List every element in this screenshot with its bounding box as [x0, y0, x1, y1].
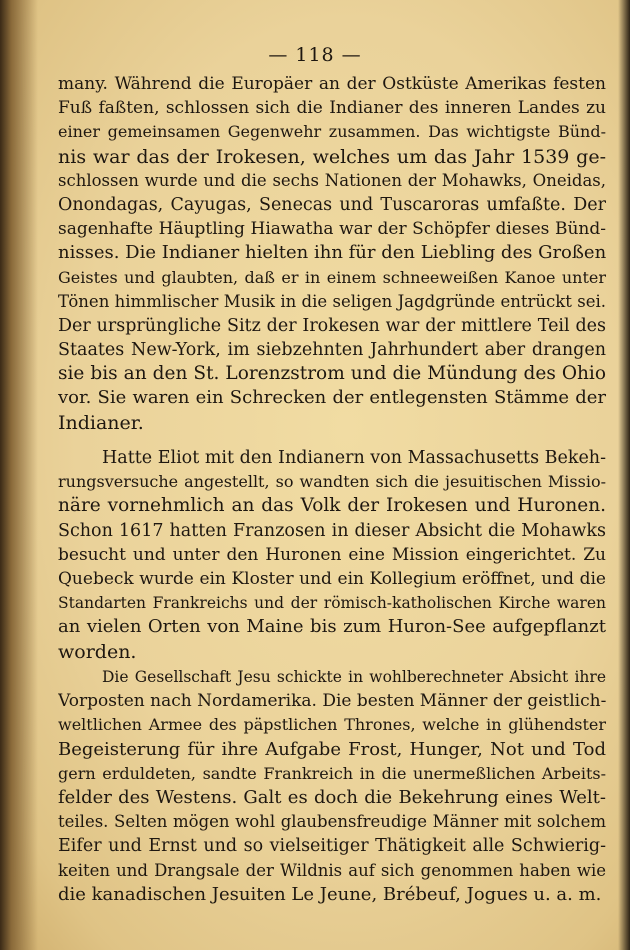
- paragraph-1: [58, 72, 606, 435]
- text-line: Begeisterung für ihre Aufgabe Frost, Hunger, Not und Tod: [58, 738, 606, 760]
- text-line: worden.: [58, 640, 137, 663]
- text-line: die kanadischen Jesuiten Le Jeune, Brébeuf, Jogues u. a. m.: [58, 883, 602, 905]
- text-line: schlossen wurde und die sechs Nationen der Mohawks, Oneidas,: [58, 170, 606, 190]
- text-line: nisses. Die Indianer hielten ihn für den Liebling des Großen: [58, 242, 606, 264]
- text-line: rungsversuche angestellt, so wandten sich die jesuitischen Missio-: [58, 472, 606, 492]
- text-line: nis war das der Irokesen, welches um das Jahr 1539 ge-: [58, 145, 606, 168]
- text-line: Der ursprüngliche Sitz der Irokesen war der mittlere Teil des: [58, 315, 606, 336]
- text-line: Staates New-York, im siebzehnten Jahrhundert aber drangen: [58, 340, 606, 361]
- text-line: many. Während die Europäer an der Ostküste Amerikas festen: [58, 74, 606, 94]
- text-line: Standarten Frankreichs und der römisch-katholischen Kirche waren: [58, 594, 606, 613]
- text-line: Quebeck wurde ein Kloster und ein Kollegium eröffnet, und die: [58, 568, 606, 589]
- text-line: Fuß faßten, schlossen sich die Indianer des inneren Landes zu: [58, 98, 606, 119]
- paragraph-3: [58, 665, 606, 907]
- text-line: Tönen himmlischer Musik in die seligen Jagdgründe entrückt sei.: [58, 291, 606, 311]
- text-line: Schon 1617 hatten Franzosen in dieser Absicht die Mohawks: [58, 520, 606, 541]
- text-line: näre vornehmlich an das Volk der Irokesen und Huronen.: [58, 495, 606, 517]
- page-number: — 118 —: [268, 44, 362, 66]
- text-line: Eifer und Ernst und so vielseitiger Thätigkeit alle Schwierig-: [58, 836, 606, 857]
- text-line: Die Gesellschaft Jesu schickte in wohlberechneter Absicht ihre: [102, 668, 606, 686]
- text-line: besucht und unter den Huronen eine Mission eingerichtet. Zu: [58, 544, 606, 565]
- text-line: einer gemeinsamen Gegenwehr zusammen. Das wichtigste Bünd-: [58, 122, 606, 142]
- text-line: teiles. Selten mögen wohl glaubensfreudige Männer mit solchem: [58, 812, 606, 832]
- text-line: Onondagas, Cayugas, Senecas und Tuscaroras umfaßte. Der: [58, 194, 606, 215]
- text-line: Indianer.: [58, 411, 144, 434]
- text-line: sie bis an den St. Lorenzstrom und die Mündung des Ohio: [58, 363, 606, 385]
- text-line: Hatte Eliot mit den Indianern von Massachusetts Bekeh-: [102, 448, 606, 468]
- text-line: an vielen Orten von Maine bis zum Huron-See aufgepflanzt: [58, 616, 606, 638]
- text-line: felder des Westens. Galt es doch die Bekehrung eines Welt-: [58, 786, 606, 808]
- paragraph-2: [58, 446, 606, 664]
- text-line: gern erduldeten, sandte Frankreich in die unermeßlichen Arbeits-: [58, 763, 606, 783]
- text-line: vor. Sie waren ein Schrecken der entlegensten Stämme der: [58, 387, 606, 409]
- text-line: Vorposten nach Nordamerika. Die besten Männer der geistlich-: [58, 691, 606, 712]
- text-line: sagenhafte Häuptling Hiawatha war der Schöpfer dieses Bünd-: [58, 219, 606, 240]
- text-line: keiten und Drangsale der Wildnis auf sich genommen haben wie: [58, 860, 606, 880]
- text-line: weltlichen Armee des päpstlichen Thrones, welche in glühendster: [58, 715, 606, 735]
- text-line: Geistes und glaubten, daß er in einem schneeweißen Kanoe unter: [58, 267, 606, 287]
